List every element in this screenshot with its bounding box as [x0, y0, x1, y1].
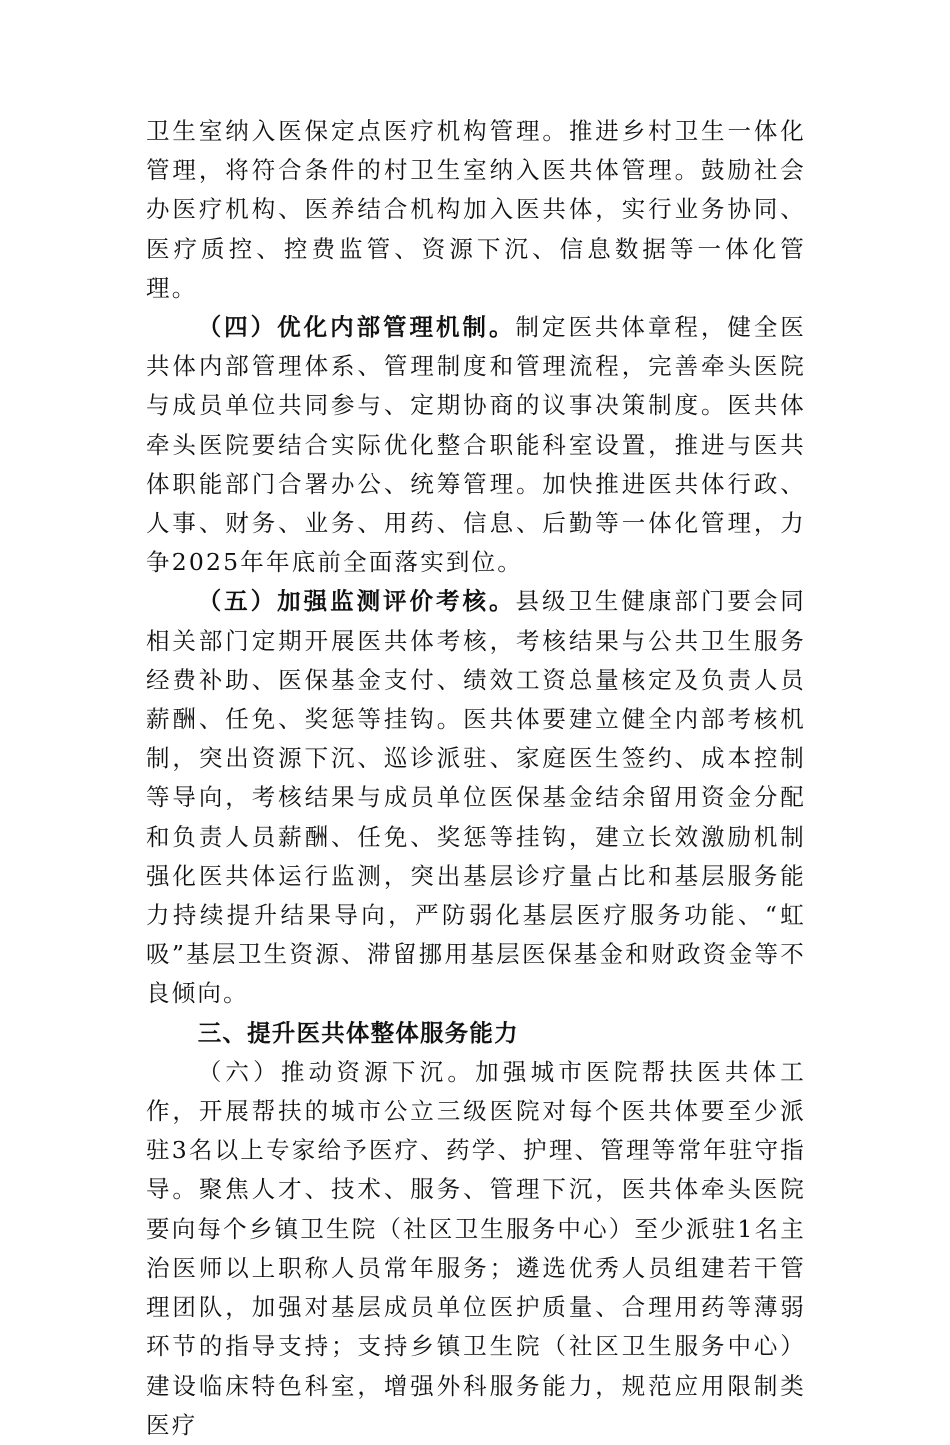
subheading-internal-management: （四）优化内部管理机制。 [197, 313, 516, 342]
subheading-evaluation: （五）加强监测评价考核。 [197, 587, 516, 616]
paragraph-resource-sinking [146, 1053, 806, 1445]
paragraph-evaluation [146, 582, 806, 1013]
document-body [146, 112, 806, 1445]
paragraph-internal-management [146, 308, 806, 582]
paragraph-continuation: 卫生室纳入医保定点医疗机构管理。推进乡村卫生一体化管理，将符合条件的村卫生室纳入医共体管理。鼓励社会办医疗机构、医养结合机构加入医共体，实行业务协同、医疗质控、控费监管、资源下沉、信息数据等一体化管理。 [146, 117, 806, 302]
paragraph-resource-sinking-body: 加强城市医院帮扶医共体工作，开展帮扶的城市公立三级医院对每个医共体要至少派驻3名以上专家给予医疗、药学、护理、管理等常年驻守指导。聚焦人才、技术、服务、管理下沉，医共体牵头医院要向每个乡镇卫生院（社区卫生服务中心）至少派驻1名主治医师以上职称人员常年服务；遴选优秀人员组建若干管理团队，加强对基层成员单位医护质量、合理用药等薄弱环节的指导支持；支持乡镇卫生院（社区卫生服务中心）建设临床特色科室，增强外科服务能力，规范应用限制类医疗 [146, 1057, 806, 1439]
paragraph-internal-management-body: 制定医共体章程，健全医共体内部管理体系、管理制度和管理流程，完善牵头医院与成员单位共同参与、定期协商的议事决策制度。医共体牵头医院要结合实际优化整合职能科室设置，推进与医共体职能部门合署办公、统筹管理。加快推进医共体行政、人事、财务、业务、用药、信息、后勤等一体化管理，力争2025年年底前全面落实到位。 [146, 313, 807, 577]
section-heading-service-capacity: 三、提升医共体整体服务能力 [197, 1018, 519, 1047]
subheading-resource-sinking: （六）推动资源下沉。 [197, 1057, 476, 1086]
paragraph-evaluation-body: 县级卫生健康部门要会同相关部门定期开展医共体考核，考核结果与公共卫生服务经费补助、医保基金支付、绩效工资总量核定及负责人员薪酬、任免、奖惩等挂钩。医共体要建立健全内部考核机制，突出资源下沉、巡诊派驻、家庭医生签约、成本控制等导向，考核结果与成员单位医保基金结余留用资金分配和负责人员薪酬、任免、奖惩等挂钩，建立长效激励机制强化医共体运行监测，突出基层诊疗量占比和基层服务能力持续提升结果导向，严防弱化基层医疗服务功能、“虹吸”基层卫生资源、滞留挪用基层医保基金和财政资金等不良倾向。 [146, 587, 807, 1008]
